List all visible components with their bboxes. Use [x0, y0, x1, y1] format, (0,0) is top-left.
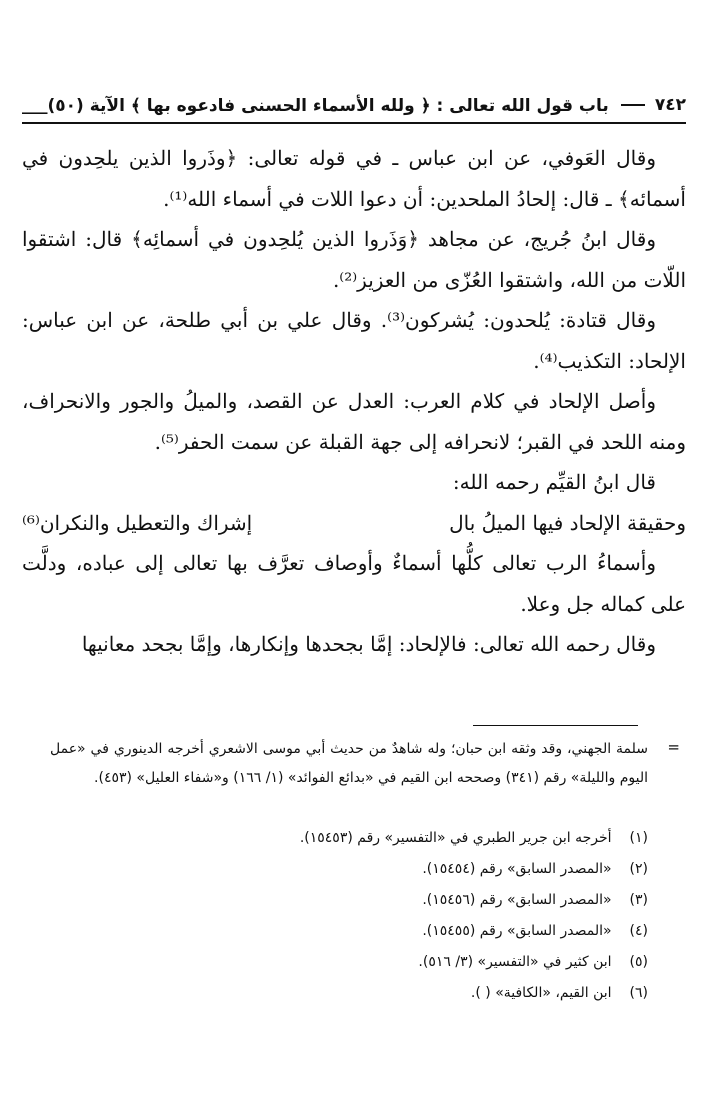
footnote-number: (١)	[629, 830, 648, 846]
footnote-6	[60, 978, 648, 1009]
paragraph-2: وقال ابنُ جُريج، عن مجاهد ﴿وَذَروا الذين يُلحِدون في أسمائِه﴾ قال: اشتقوا اللّات من الله، واشتقوا العُزّى من العزيز⁽²⁾.	[22, 227, 686, 292]
footnote-number: (٣)	[629, 892, 648, 908]
footnote-3	[60, 885, 648, 916]
verse-first-hemistich: وحقيقة الإلحاد فيها الميلُ بال	[449, 510, 686, 535]
footnote-text: «المصدر السابق» رقم (١٥٤٥٥).	[422, 923, 612, 939]
paragraph-6: وأسماءُ الرب تعالى كلُّها أسماءٌ وأوصاف تعرَّف بها تعالى إلى عباده، ودلَّت على كماله جل وعلا.	[22, 551, 686, 616]
footnote-number: (٥)	[629, 954, 648, 970]
footnotes	[60, 823, 648, 1009]
paragraph-4: وأصل الإلحاد في كلام العرب: العدل عن القصد، والميلُ والجور والانحراف، ومنه اللحد في القبر؛ لانحرافه إلى جهة القبلة عن سمت الحفر⁽⁵⁾.	[22, 389, 686, 454]
chapter-title: باب قول الله تعالى : ﴿ ولله الأسماء الحسنى فادعوه بها ﴾ الآية (٥٠)	[47, 95, 609, 116]
footnote-4	[60, 916, 648, 947]
running-header	[22, 88, 686, 122]
paragraph-5: قال ابنُ القيِّم رحمه الله:	[452, 470, 656, 494]
footnote-text: ابن كثير في «التفسير» (٣/ ٥١٦).	[418, 954, 612, 970]
paragraph-1: وقال العَوفي، عن ابن عباس ـ في قوله تعالى: ﴿وذَروا الذين يلحِدون في أسمائه﴾ ـ قال: إلحادُ الملحدين: أن دعوا اللات في أسماء الله⁽¹⁾.	[22, 146, 686, 211]
footnote-rule	[473, 725, 638, 726]
footnote-text: أخرجه ابن جرير الطبري في «التفسير» رقم (١٥٤٥٣).	[299, 830, 612, 846]
verse-second-hemistich: إشراك والتعطيل والنكران⁽⁶⁾	[22, 510, 253, 535]
footnote-text: ابن القيم، «الكافية» ( ).	[470, 985, 612, 1001]
paragraph-3: وقال قتادة: يُلحدون: يُشركون⁽³⁾. وقال علي بن أبي طلحة، عن ابن عباس: الإلحاد: التكذيب⁽⁴⁾.	[22, 308, 686, 373]
footnote-1	[60, 823, 648, 854]
continuation-marker: =	[667, 738, 680, 756]
main-text	[22, 138, 686, 665]
footnote-number: (٢)	[629, 861, 648, 877]
verse-line	[22, 503, 686, 544]
header-dash	[621, 104, 645, 106]
paragraph-7: وقال رحمه الله تعالى: فالإلحاد: إمَّا بجحدها وإنكارها، وإمَّا بجحد معانيها	[81, 632, 656, 656]
header-rule	[22, 122, 686, 124]
footnote-text: «المصدر السابق» رقم (١٥٤٥٦).	[422, 892, 612, 908]
footnote-2	[60, 854, 648, 885]
footnote-number: (٦)	[629, 985, 648, 1001]
footnote-number: (٤)	[629, 923, 648, 939]
page-number: ٧٤٢	[654, 95, 686, 115]
footnote-5	[60, 947, 648, 978]
header-tail-dash: ___	[22, 95, 48, 115]
footnote-continuation: سلمة الجهني، وقد وثقه ابن حبان؛ وله شاهدٌ من حديث أبي موسى الاشعري أخرجه الدينوري في «عمل اليوم والليلة» رقم (٣٤١) وصححه ابن القيم في «بدائع الفوائد» (١/ ١٦٦) و«شفاء العليل» (٤٥٣).	[50, 741, 648, 786]
footnote-text: «المصدر السابق» رقم (١٥٤٥٤).	[422, 861, 612, 877]
